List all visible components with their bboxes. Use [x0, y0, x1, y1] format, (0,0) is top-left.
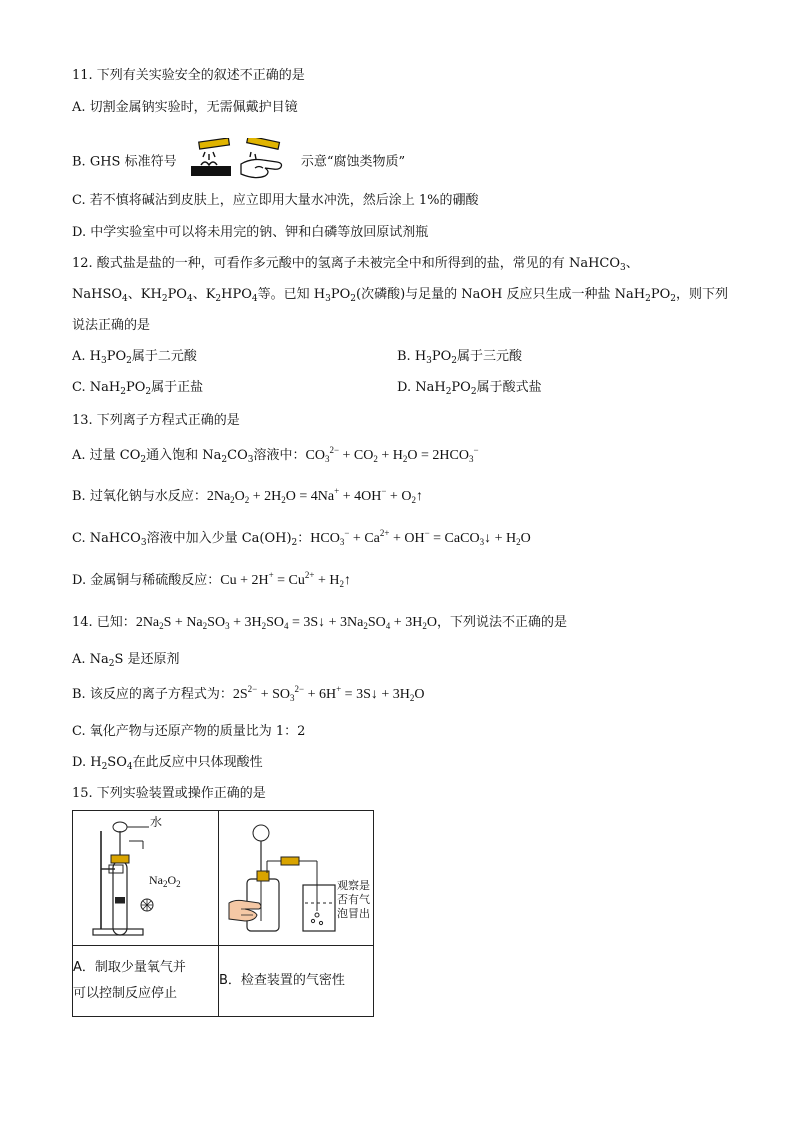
q12-option-a: [72, 348, 197, 366]
q12-opt-sub: 2: [451, 356, 458, 366]
q13-text: 溶液中加入少量 Ca(OH): [146, 531, 292, 546]
q13-option-a: [72, 447, 479, 465]
q13-text: A. 过量 CO: [72, 448, 141, 463]
q12-opt-text: PO: [125, 380, 146, 395]
q11-option-d: D. 中学实验室中可以将未用完的钠、钾和白磷等放回原试剂瓶: [72, 225, 429, 240]
q12-text: PO: [330, 287, 351, 302]
q12-sub: 2: [645, 294, 651, 304]
q12-opt-text: 属于正盐: [151, 380, 204, 395]
q15-stem: 15. 下列实验装置或操作正确的是: [72, 786, 266, 801]
q15-label-water: 水: [150, 815, 163, 829]
q13-text: C. NaHCO: [72, 531, 141, 546]
q12-sub: 4: [122, 294, 128, 304]
q12-opt-sub: 2: [470, 387, 477, 397]
q14-text: D. H: [72, 755, 102, 770]
q12-opt-text: 属于三元酸: [457, 349, 523, 364]
q15-note-line: 否有气: [337, 893, 370, 906]
q12-opt-text: 属于酸式盐: [476, 380, 542, 395]
q15-reagent-text: O: [167, 873, 177, 887]
q11-option-b: [72, 138, 405, 186]
q14-text: ，下列说法不正确的是: [436, 615, 567, 630]
q14-sub: 2: [108, 659, 115, 669]
q12-text: (次磷酸)与足量的 NaOH 反应只生成一种盐 NaH: [356, 287, 646, 302]
q12-opt-sub: 2: [126, 356, 132, 366]
q11-stem: 11. 下列有关实验安全的叙述不正确的是: [72, 68, 305, 83]
q14-sub: 4: [126, 762, 133, 772]
q14-text: S 是还原剂: [114, 652, 180, 667]
q15-apparatus-a: [73, 811, 219, 946]
q13-sub: 2: [291, 538, 298, 548]
q12-opt-text: D. NaH: [397, 380, 446, 395]
q12-opt-sub: 3: [426, 356, 432, 366]
q14-equation: $2Na_2S + Na_2SO_3 + 3H_2SO_4$ = 3S↓ + $3Na_2SO_4 + 3H_2O$: [135, 615, 437, 631]
q11-option-b-prefix: B. GHS 标准符号: [72, 154, 177, 170]
q12-option-d: [397, 379, 542, 397]
q15-note-line: 观察是: [337, 879, 370, 892]
q12-text: PO: [650, 287, 671, 302]
q12-opt-text: B. H: [397, 349, 427, 364]
q14-text: B. 该反应的离子方程式为：: [72, 687, 233, 702]
q12-opt-text: PO: [431, 349, 452, 364]
q13-sub: 3: [140, 538, 147, 548]
q13-text: CO: [227, 448, 248, 463]
q13-text: B. 过氧化钠与水反应：: [72, 489, 207, 504]
q12-sub: 2: [350, 294, 356, 304]
q14-text: A. Na: [72, 652, 109, 667]
q15-note-line: 泡冒出: [337, 907, 370, 920]
q14-equation-b: $2S^{2-} + SO_3^{2-} + 6H^+$ = 3S↓ + $3H_2O$: [232, 684, 425, 703]
q15-caption-a-line: A．制取少量氧气并: [73, 960, 186, 975]
q15-reagent-text: Na: [149, 873, 163, 887]
q15-caption-b: B．检查装置的气密性: [219, 946, 374, 1017]
q15-reagent-sub: 2: [163, 879, 168, 889]
q12-sub: 2: [161, 294, 168, 304]
q15-reagent-sub: 2: [176, 879, 181, 889]
q14-text: SO: [107, 755, 127, 770]
q13-text: 溶液中：: [253, 448, 306, 463]
q12-text: NaHSO: [72, 287, 123, 302]
q15-label-reagent: [149, 873, 181, 888]
q12-opt-text: PO: [106, 349, 127, 364]
q12-sub: 4: [251, 294, 258, 304]
q14-text: 在此反应中只体现酸性: [132, 755, 263, 770]
q12-text: ，则下列: [676, 287, 729, 302]
q12-line-3: 说法正确的是: [72, 318, 151, 333]
q12-sub: 2: [670, 294, 676, 304]
q12-text: 、K: [192, 287, 216, 302]
q13-text: D. 金属铜与稀硫酸反应：: [72, 573, 221, 588]
q15-caption-a-line: 可以控制反应停止: [73, 986, 178, 1001]
q12-sub: 4: [186, 294, 193, 304]
q12-opt-text: PO: [451, 380, 471, 395]
q12-sub: 3: [620, 263, 626, 273]
q13-sub: 3: [247, 455, 254, 465]
q12-sub: 2: [215, 294, 222, 304]
q14-option-b: [72, 686, 424, 704]
q12-opt-sub: 2: [445, 387, 452, 397]
q13-sub: 2: [221, 455, 228, 465]
q14-sub: 2: [101, 762, 108, 772]
q11-option-a: A. 切割金属钠实验时，无需佩戴护目镜: [72, 100, 298, 115]
q12-opt-sub: 2: [120, 387, 126, 397]
q12-line-1: [72, 255, 639, 273]
q15-apparatus-b: [219, 811, 374, 946]
q12-opt-text: 属于二元酸: [131, 349, 197, 364]
q13-equation-a: $CO_3^{2-} + CO_2 + H_2O = 2HCO_3^-$: [305, 445, 479, 464]
q12-text: HPO: [221, 287, 252, 302]
q13-sub: 2: [140, 455, 147, 465]
q13-stem: 13. 下列离子方程式正确的是: [72, 413, 240, 428]
ghs-corrosive-icon: [185, 138, 293, 186]
q13-text: 通入饱和 Na: [146, 448, 222, 463]
q12-option-c: [72, 379, 203, 397]
q11-option-c: C. 若不慎将碱沾到皮肤上，应立即用大量水冲洗，然后涂上 1%的硼酸: [72, 193, 479, 208]
q15-options-table: [72, 810, 374, 1017]
q13-text: ：: [297, 531, 311, 546]
q12-text: 、KH: [127, 287, 162, 302]
q13-equation-d: $Cu + 2H^+ = Cu^{2+}$ + $H_2↑$: [220, 570, 351, 589]
q12-text: 12. 酸式盐是盐的一种，可看作多元酸中的氢离子未被完全中和所得到的盐，常见的有 NaHCO: [72, 256, 621, 271]
q12-opt-sub: 3: [101, 356, 107, 366]
q12-opt-text: A. H: [72, 349, 101, 364]
q14-option-a: [72, 651, 180, 669]
q15-note-bubbles: [337, 879, 370, 921]
q13-option-b: [72, 488, 423, 506]
q11-option-b-suffix: 示意“腐蚀类物质”: [300, 154, 406, 170]
q15-caption-a: [73, 946, 219, 1017]
q13-equation-b: $2Na_2O_2 + 2H_2O = 4Na^+ + 4OH^-$ + $O_2↑$: [206, 486, 423, 505]
q13-option-c: [72, 530, 531, 548]
q13-equation-c: $HCO_3^- + Ca^{2+} + OH^-$ = CaCO$_3$↓ + $H_2O$: [310, 528, 531, 547]
q12-sub: 3: [325, 294, 331, 304]
q12-text: 等。已知 H: [257, 287, 326, 302]
q14-text: 14. 已知：: [72, 615, 136, 630]
q12-text: 、: [625, 256, 639, 271]
q12-opt-sub: 2: [145, 387, 152, 397]
q14-option-d: [72, 754, 263, 772]
q12-text: PO: [167, 287, 187, 302]
q12-line-2: [72, 286, 728, 304]
q14-stem: [72, 614, 567, 632]
q12-opt-text: C. NaH: [72, 380, 121, 395]
q14-option-c: C. 氧化产物与还原产物的质量比为 1：2: [72, 724, 306, 739]
q13-option-d: [72, 572, 351, 590]
q12-option-b: [397, 348, 522, 366]
